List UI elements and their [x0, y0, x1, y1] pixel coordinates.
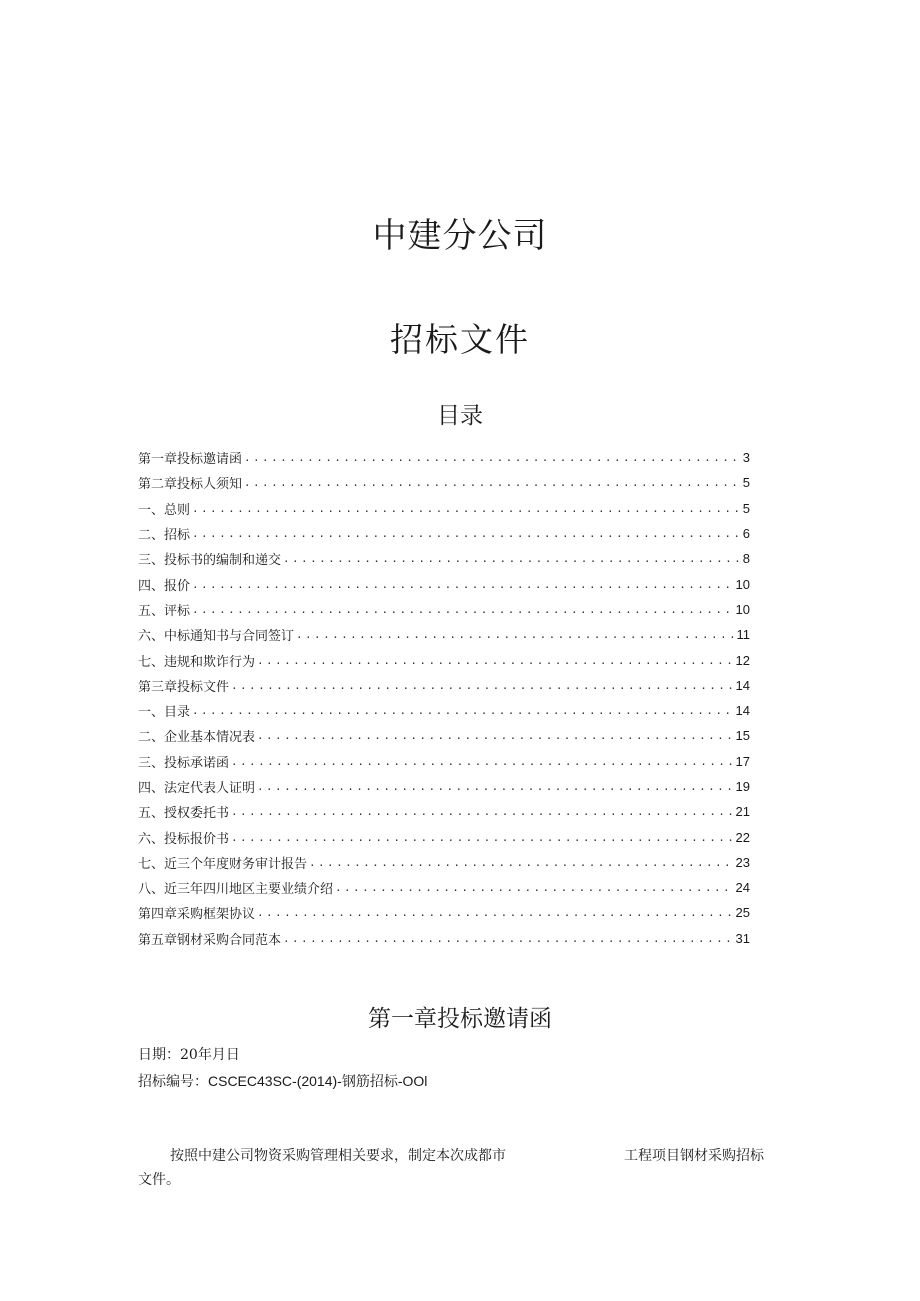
toc-entry-label: 一、目录: [138, 705, 191, 721]
toc-dot-leader: [244, 451, 741, 464]
toc-entry[interactable]: [138, 597, 750, 622]
toc-dot-leader: [283, 552, 741, 565]
toc-entry[interactable]: [138, 698, 750, 723]
toc-entry-page: 5: [742, 500, 750, 516]
toc-entry-page: 17: [735, 753, 750, 769]
toc-entry-page: 12: [735, 652, 750, 668]
toc-entry[interactable]: [138, 647, 750, 672]
table-of-contents: [138, 445, 750, 951]
toc-entry[interactable]: [138, 774, 750, 799]
toc-dot-leader: [283, 932, 734, 945]
toc-entry-label: 第三章投标文件: [138, 679, 230, 695]
chapter-heading: 第一章投标邀请函: [368, 1006, 552, 1032]
toc-entry-page: 5: [742, 475, 750, 491]
tender-code-label: 招标编号：: [138, 1074, 208, 1090]
document-title: 招标文件: [390, 320, 530, 359]
toc-dot-leader: [231, 755, 734, 768]
toc-dot-leader: [257, 729, 734, 742]
toc-entry-page: 10: [735, 576, 750, 592]
toc-entry-label: 五、授权委托书: [138, 806, 230, 822]
toc-dot-leader: [192, 527, 741, 540]
toc-entry-label: 一、总则: [138, 502, 191, 518]
toc-entry-page: 31: [735, 930, 750, 946]
toc-dot-leader: [257, 654, 734, 667]
toc-entry-label: 三、投标承诺函: [138, 755, 230, 771]
toc-entry-page: 8: [742, 551, 750, 567]
toc-dot-leader: [192, 502, 741, 515]
toc-dot-leader: [192, 603, 734, 616]
toc-dot-leader: [231, 831, 734, 844]
toc-entry-label: 第五章钢材采购合同范本: [138, 932, 282, 948]
toc-entry-label: 二、招标: [138, 528, 191, 544]
toc-dot-leader: [309, 856, 734, 869]
toc-entry-page: 6: [742, 526, 750, 542]
toc-entry-page: 22: [735, 829, 750, 845]
toc-title: 目录: [437, 403, 483, 429]
paragraph-text-part2: 工程项目钢材采购招标: [624, 1148, 764, 1164]
toc-entry[interactable]: [138, 824, 750, 849]
toc-entry[interactable]: [138, 496, 750, 521]
toc-entry[interactable]: [138, 850, 750, 875]
toc-entry[interactable]: [138, 521, 750, 546]
toc-entry-label: 四、报价: [138, 578, 191, 594]
toc-entry[interactable]: [138, 900, 750, 925]
toc-entry-label: 七、近三个年度财务审计报告: [138, 856, 308, 872]
toc-dot-leader: [257, 780, 734, 793]
toc-entry-label: 三、投标书的编制和递交: [138, 553, 282, 569]
toc-entry-label: 第二章投标人须知: [138, 477, 243, 493]
toc-dot-leader: [244, 476, 741, 489]
toc-entry-page: 14: [735, 703, 750, 719]
toc-entry-page: 11: [736, 627, 750, 643]
company-name: 中建分公司: [372, 216, 548, 256]
toc-entry-label: 五、评标: [138, 603, 191, 619]
paragraph-text-part3: 文件。: [138, 1172, 180, 1188]
tender-code-value: CSCEC43SC-(2014)-钢筋招标-OOl: [208, 1073, 428, 1089]
toc-entry-page: 19: [735, 779, 750, 794]
toc-entry[interactable]: [138, 571, 750, 596]
toc-entry-label: 六、中标通知书与合同签订: [138, 629, 295, 645]
toc-entry-page: 10: [735, 601, 750, 617]
toc-entry-label: 七、违规和欺诈行为: [138, 654, 256, 670]
date-line: [138, 1045, 240, 1065]
toc-entry-page: 23: [735, 854, 750, 870]
toc-entry[interactable]: [138, 445, 750, 470]
toc-entry[interactable]: [138, 723, 750, 748]
toc-entry-page: 15: [735, 728, 750, 744]
toc-dot-leader: [231, 805, 734, 818]
toc-dot-leader: [192, 704, 734, 717]
toc-entry[interactable]: [138, 799, 750, 824]
date-label: 日期：: [138, 1047, 180, 1063]
toc-entry[interactable]: [138, 673, 750, 698]
toc-entry[interactable]: [138, 470, 750, 495]
toc-entry-page: 21: [735, 804, 750, 820]
toc-dot-leader: [192, 578, 734, 591]
toc-entry-page: 3: [742, 450, 750, 466]
toc-entry[interactable]: [138, 875, 750, 900]
toc-entry-page: 24: [735, 880, 750, 896]
toc-entry-label: 四、法定代表人证明: [138, 781, 256, 796]
date-value: 20年月日: [180, 1047, 240, 1063]
toc-entry[interactable]: [138, 749, 750, 774]
toc-entry[interactable]: [138, 622, 750, 647]
toc-dot-leader: [231, 679, 734, 692]
body-paragraph: [138, 1144, 764, 1192]
toc-entry-label: 六、投标报价书: [138, 831, 230, 847]
toc-dot-leader: [335, 881, 734, 894]
toc-entry[interactable]: [138, 546, 750, 571]
tender-code-line: [138, 1071, 427, 1092]
toc-entry-page: 25: [735, 905, 750, 921]
toc-dot-leader: [257, 906, 734, 919]
toc-dot-leader: [296, 628, 734, 641]
toc-entry-label: 第一章投标邀请函: [138, 452, 243, 468]
paragraph-text-part1: 按照中建公司物资采购管理相关要求，制定本次成都市: [170, 1148, 506, 1164]
toc-entry-page: 14: [735, 677, 750, 693]
toc-entry-label: 八、近三年四川地区主要业绩介绍: [138, 882, 334, 898]
toc-entry-label: 第四章采购框架协议: [138, 907, 256, 923]
toc-entry[interactable]: [138, 926, 750, 951]
toc-entry-label: 二、企业基本情况表: [138, 730, 256, 746]
